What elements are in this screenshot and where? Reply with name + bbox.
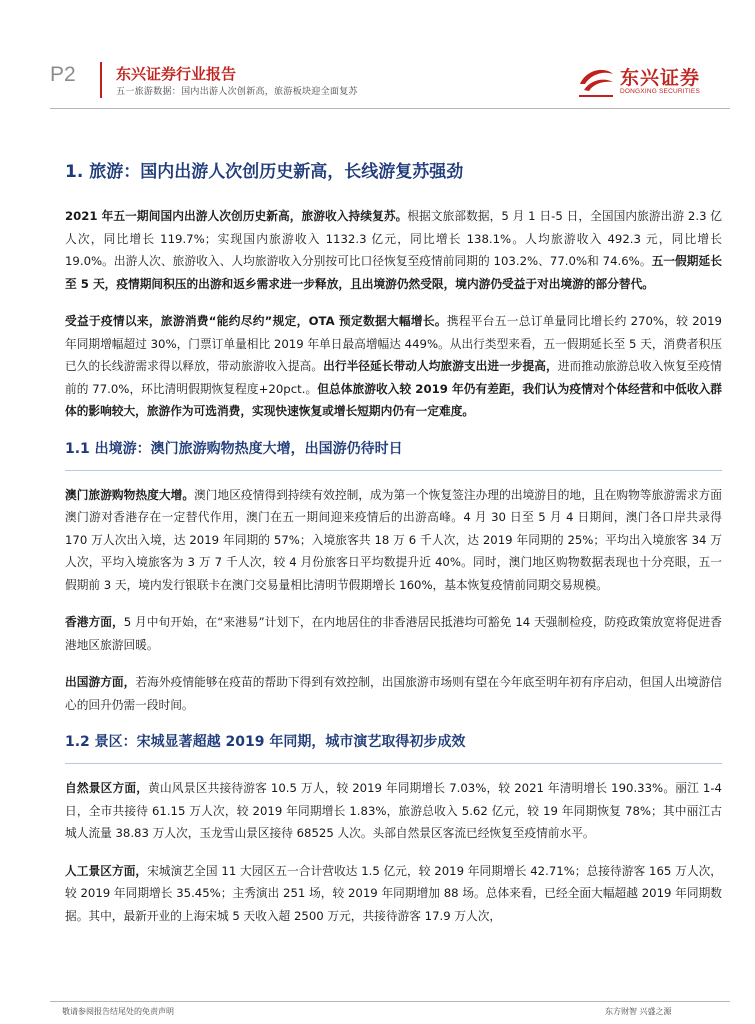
paragraph-macau-lead: 澳门旅游购物热度大增。 xyxy=(65,487,195,502)
report-title: 东兴证券行业报告 xyxy=(116,65,237,83)
section-1-1-title: 1.1 出境游：澳门旅游购物热度大增，出国游仍待时日 xyxy=(65,440,403,457)
section-1-2-title: 1.2 景区：宋城显著超越 2019 年同期，城市演艺取得初步成效 xyxy=(65,734,466,750)
paragraph-artificial-scenic xyxy=(65,860,722,928)
report-subtitle: 五一旅游数据：国内出游人次创新高，旅游板块迎全面复苏 xyxy=(116,87,358,97)
report-body xyxy=(65,158,722,942)
paragraph-abroad-body: 若海外疫情能够在疫苗的帮助下得到有效控制，出国旅游市场则有望在今年底至明年初有序启动，但国人出境游信心的回升仍需一段时间。 xyxy=(65,675,722,712)
header-divider xyxy=(100,62,102,98)
paragraph-1 xyxy=(65,205,722,295)
paragraph-1-tail: 五一假期延长至 5 天，疫情期间积压的出游和返乡需求进一步释放，且出境游仍然受限，境内游仍受益于对出境游的部分替代。 xyxy=(65,254,722,291)
paragraph-macau-body: 澳门地区疫情得到持续有效控制，成为第一个恢复签注办理的出境游目的地，且在购物等旅游需求方面澳门游对香港存在一定替代作用，澳门在五一期间迎来疫情后的出游高峰。4 月 30 日至 5 月 4 日期间，澳门各口岸共录得 170 万人次出入境，达 2019 年同期的 57%；入境旅客共 18 万 6 千人次，达 2019 年同期的 25%；平均出入境旅客 34 万人次，平均入境旅客为 3 万 7 千人次，较 4 月份旅客日平均数提升近 40%。同时，澳门地区购物数据表现也十分亮眼，五一假期前 3 天，境内发行银联卡在澳门交易量相比清明节假期增长 160%，基本恢复疫情前同期交易规模。 xyxy=(65,487,722,592)
logo-text: 东兴证券 xyxy=(620,67,701,89)
section-1-title: 1. 旅游：国内出游人次创历史新高，长线游复苏强劲 xyxy=(65,162,464,182)
paragraph-2-body2: 进而推动旅游总收入恢复至疫情前的 77.0%，环比清明假期恢复程度+20pct.。 xyxy=(65,359,722,396)
paragraph-2-body: 携程平台五一总订单量同比增长约 270%，较 2019 年同期增幅超过 30%，门票订单量相比 2019 年单日最高增幅达 449%。从出行类型来看，五一假期延长至 5 天，消费者积压已久的长线游需求得以释放，带动旅游收入提高。 xyxy=(65,314,722,373)
paragraph-natural-scenic xyxy=(65,777,722,845)
logo-english-text: DONGXING SECURITIES xyxy=(620,88,701,95)
paragraph-hongkong xyxy=(65,611,722,656)
header-rule xyxy=(50,108,730,109)
logo-mark-icon xyxy=(576,62,616,98)
page-number: P2 xyxy=(50,63,76,86)
paragraph-macau xyxy=(65,484,722,597)
page-header xyxy=(0,0,755,110)
paragraph-hongkong-body: 5 月中旬开始，在“来港易”计划下，在内地居住的非香港居民抵港均可豁免 14 天强制检疫，防疫政策放宽将促进香港地区旅游回暖。 xyxy=(65,615,722,652)
paragraph-artificial-body: 宋城演艺全国 11 大园区五一合计营收达 1.5 亿元，较 2019 年同期增长 42.71%；总接待游客 165 万人次，较 2019 年同期增长 35.45%；主秀演出 251 场，较 2019 年同期增加 88 场。总体来看，已经全面大幅超越 2019 年同期数据。其中，最新开业的上海宋城 5 天收入超 2500 万元，共接待游客 17.9 万人次， xyxy=(65,863,722,923)
section-rule xyxy=(65,763,722,764)
section-rule xyxy=(65,470,722,471)
paragraph-abroad xyxy=(65,671,722,716)
paragraph-2-mid: 出行半径延长带动人均旅游支出进一步提高， xyxy=(323,359,558,373)
paragraph-2-lead: 受益于疫情以来，旅游消费“能约尽约”规定，OTA 预定数据大幅增长。 xyxy=(65,314,447,328)
company-logo xyxy=(576,60,726,102)
paragraph-hongkong-lead: 香港方面， xyxy=(65,615,124,629)
paragraph-natural-body: 黄山风景区共接待游客 10.5 万人，较 2019 年同期增长 7.03%，较 2021 年清明增长 190.33%。丽江 1-4 日，全市共接待 61.15 万人次，较 2019 年同期增长 1.83%，旅游总收入 5.62 亿元，较 19 年同期恢复 78%；其中丽江古城人流量 38.83 万人次，玉龙雪山景区接待 68525 人次。头部自然景区客流已经恢复至疫情前水平。 xyxy=(65,781,722,840)
footer-disclaimer: 敬请参阅报告结尾处的免责声明 xyxy=(62,1007,174,1016)
paragraph-2 xyxy=(65,310,722,423)
paragraph-1-body: 根据文旅部数据，5 月 1 日-5 日，全国国内旅游出游 2.3 亿人次，同比增长 119.7%；实现国内旅游收入 1132.3 亿元，同比增长 138.1%。人均旅游收入 492.3 元，同比增长 19.0%。出游人次、旅游收入、人均旅游收入分别按可比口径恢复至疫情前同期的 103.2%、77.0%和 74.6%。 xyxy=(65,209,722,268)
footer-slogan: 东方财智 兴盛之源 xyxy=(605,1007,672,1016)
paragraph-natural-lead: 自然景区方面， xyxy=(65,781,149,795)
paragraph-abroad-lead: 出国游方面， xyxy=(65,675,136,689)
paragraph-1-lead: 2021 年五一期间国内出游人次创历史新高，旅游收入持续复苏。 xyxy=(65,209,408,223)
paragraph-2-tail: 但总体旅游收入较 2019 年仍有差距，我们认为疫情对个体经营和中低收入群体的影响较大，旅游作为可选消费，实现快速恢复或增长短期内仍有一定难度。 xyxy=(65,381,722,418)
footer-rule xyxy=(50,1001,730,1002)
paragraph-artificial-lead: 人工景区方面， xyxy=(65,863,148,878)
